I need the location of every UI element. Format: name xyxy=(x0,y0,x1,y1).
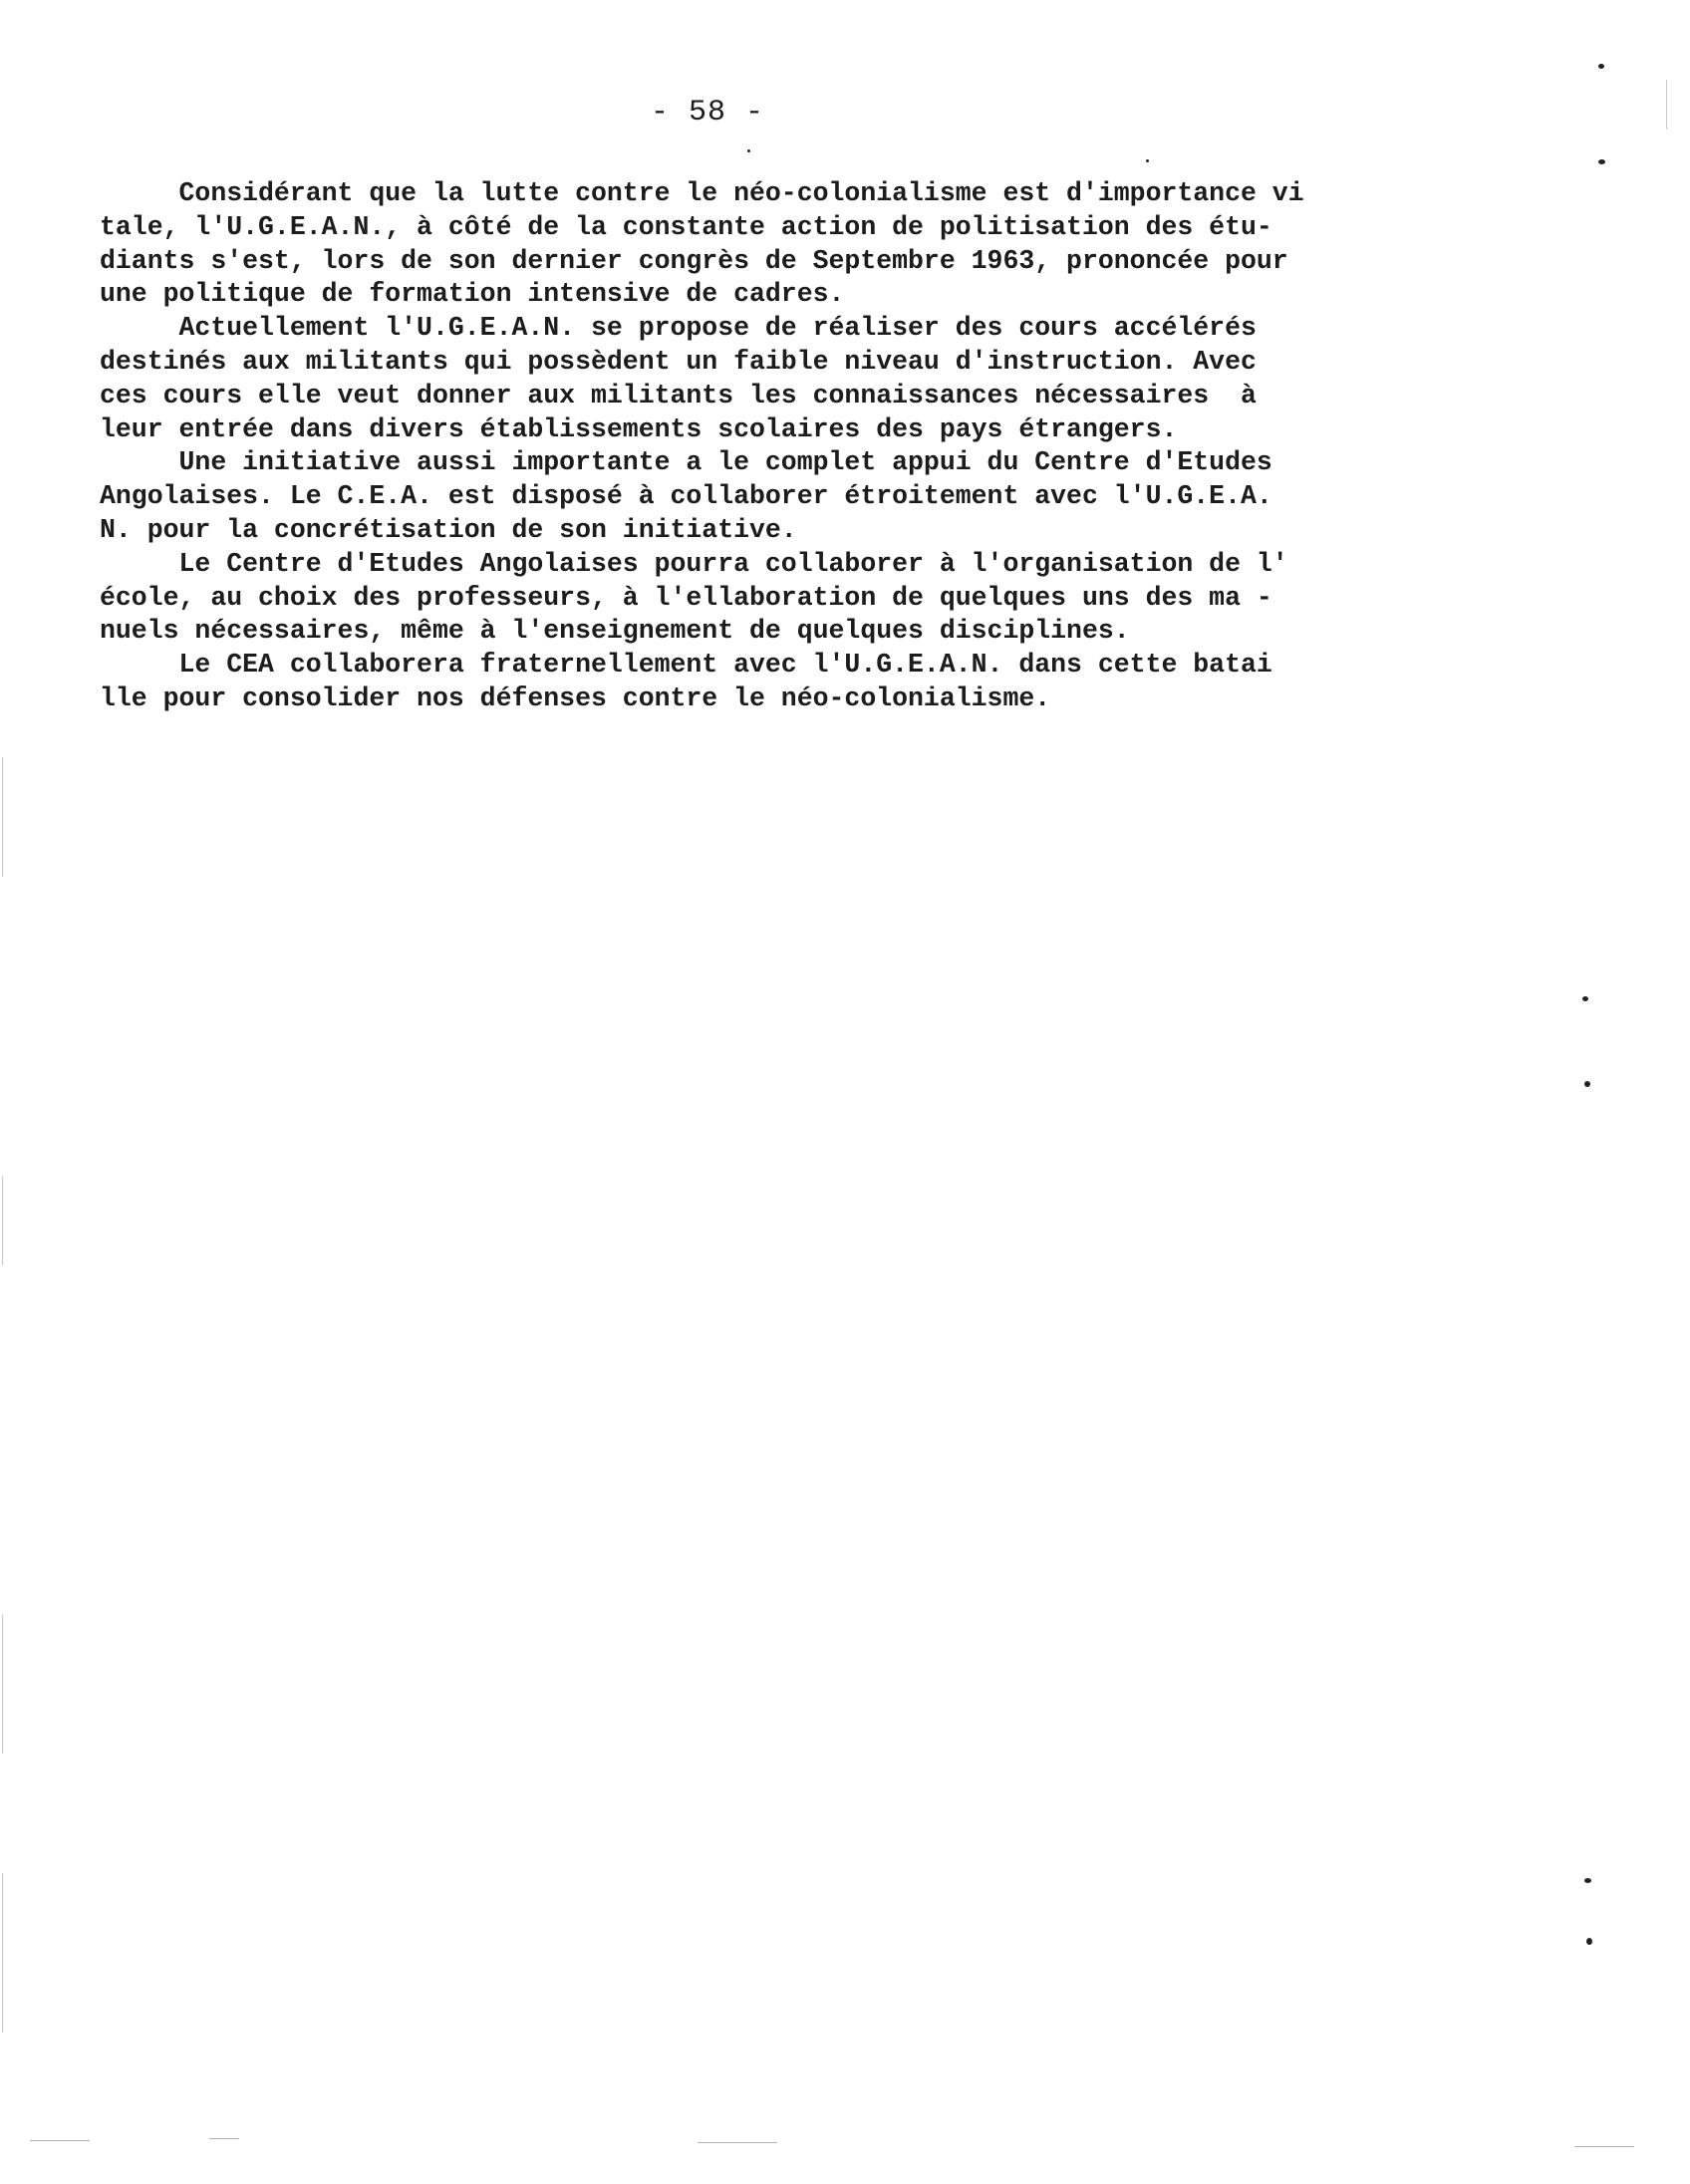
scan-edge-line xyxy=(2,757,3,877)
text-line: nuels nécessaires, même à l'enseignement de quelques disciplines. xyxy=(100,616,1130,647)
text-line: tale, l'U.G.E.A.N., à côté de la constante action de politisation des étu- xyxy=(100,211,1272,242)
body-text xyxy=(100,177,1355,716)
scan-speck xyxy=(747,149,750,152)
text-line: Considérant que la lutte contre le néo-colonialisme est d'importance vi xyxy=(100,178,1304,208)
scan-bottom-mark xyxy=(698,2142,777,2143)
text-line: leur entrée dans divers établissements scolaires des pays étrangers. xyxy=(100,413,1178,444)
text-line: Angolaises. Le C.E.A. est disposé à collaborer étroitement avec l'U.G.E.A. xyxy=(100,481,1272,512)
scan-edge-line xyxy=(2,1176,3,1265)
page-number: - 58 - xyxy=(650,96,765,130)
text-line: école, au choix des professeurs, à l'ellaboration de quelques uns des ma - xyxy=(100,582,1272,613)
text-line: diants s'est, lors de son dernier congrès de Septembre 1963, prononcée pour xyxy=(100,245,1288,276)
text-line: une politique de formation intensive de cadres. xyxy=(100,279,845,310)
text-line: Une initiative aussi importante a le complet appui du Centre d'Etudes xyxy=(100,447,1272,478)
scan-speck xyxy=(1584,1081,1590,1087)
text-line: ces cours elle veut donner aux militants les connaissances nécessaires à xyxy=(100,380,1257,410)
scan-bottom-mark xyxy=(30,2140,90,2141)
scan-edge-line xyxy=(1666,80,1667,130)
scan-speck xyxy=(1586,1938,1592,1945)
scan-bottom-mark xyxy=(209,2138,239,2139)
text-line: Actuellement l'U.G.E.A.N. se propose de réaliser des cours accélérés xyxy=(100,313,1257,344)
scan-edge-line xyxy=(2,1614,3,1754)
text-line: Le CEA collaborera fraternellement avec l'U.G.E.A.N. dans cette batai xyxy=(100,650,1272,681)
scan-speck xyxy=(1146,159,1149,162)
scan-bottom-mark xyxy=(1574,2146,1634,2147)
text-line: N. pour la concrétisation de son initiative. xyxy=(100,514,797,545)
scan-edge-line xyxy=(2,1873,3,2033)
scan-speck xyxy=(1598,159,1605,164)
scan-speck xyxy=(1598,64,1604,69)
text-line: destinés aux militants qui possèdent un faible niveau d'instruction. Avec xyxy=(100,346,1257,377)
text-line: lle pour consolider nos défenses contre le néo-colonialisme. xyxy=(100,682,1051,713)
scan-speck xyxy=(1584,1878,1591,1883)
scan-speck xyxy=(1582,996,1588,1001)
text-line: Le Centre d'Etudes Angolaises pourra collaborer à l'organisation de l' xyxy=(100,548,1288,579)
